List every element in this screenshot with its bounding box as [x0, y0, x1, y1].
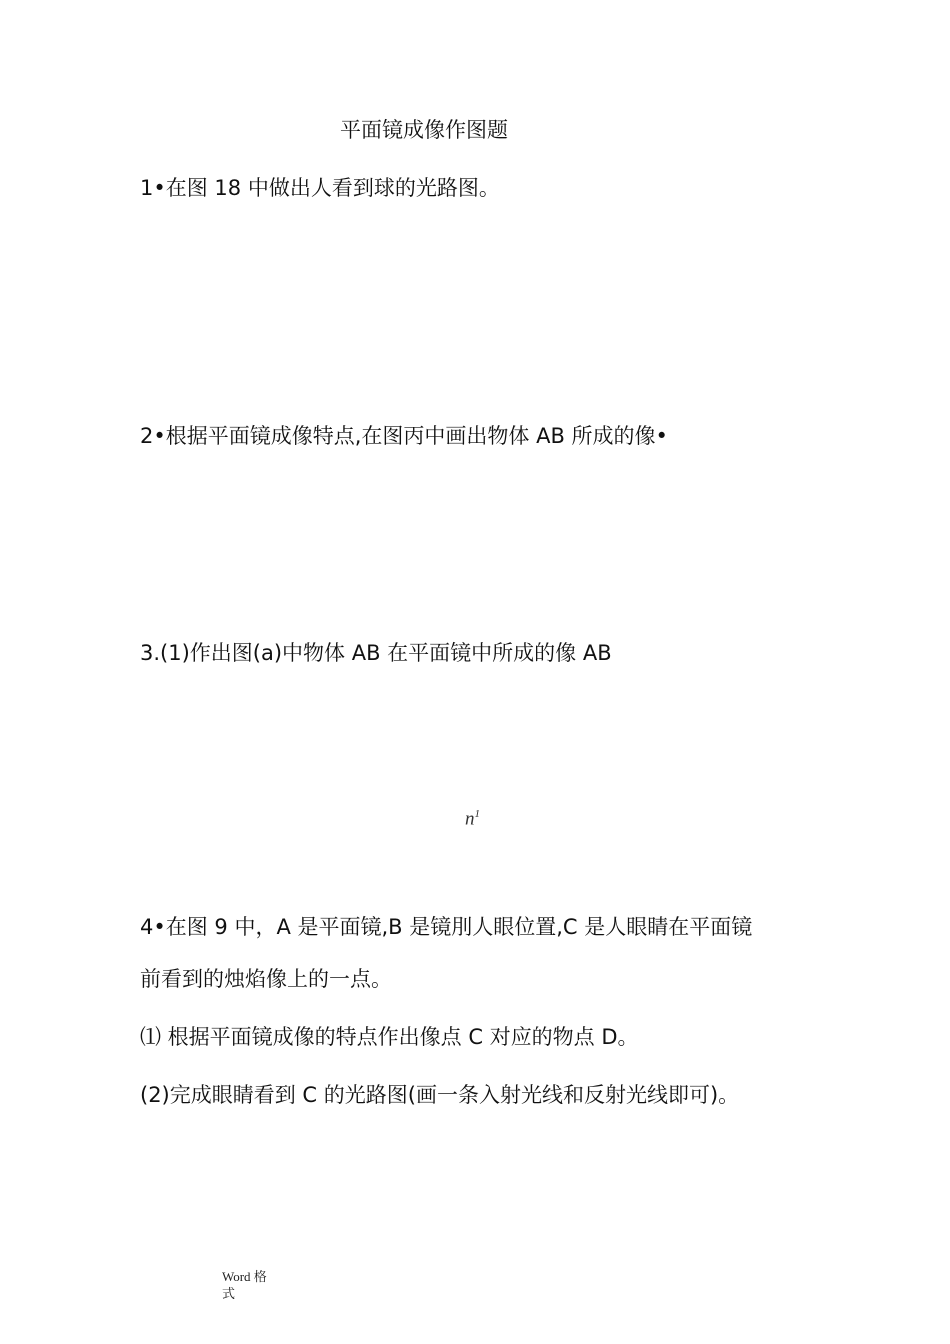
question-4-line-1: 4•在图 9 中，A 是平面镜,B 是镜刖人眼位置,C 是人眼睛在平面镜 [140, 915, 753, 939]
footer-watermark [222, 1268, 267, 1302]
question-3: 3.(1)作出图(a)中物体 AB 在平面镜中所成的像 AB [140, 641, 612, 665]
figure-label-base: n [465, 808, 475, 830]
footer-line-1: Word 格 [222, 1269, 267, 1284]
question-1: 1•在图 18 中做出人看到球的光路图。 [140, 176, 500, 200]
page-title: 平面镜成像作图题 [340, 118, 508, 142]
question-4-subitem-1: ⑴ 根据平面镜成像的特点作出像点 C 对应的物点 D。 [140, 1025, 639, 1049]
question-4-subitem-2: (2)完成眼睛看到 C 的光路图(画一条入射光线和反射光线即可)。 [140, 1083, 740, 1107]
footer-line-2: 式 [222, 1286, 236, 1301]
question-4-line-2: 前看到的烛焰像上的一点。 [140, 967, 392, 991]
question-2: 2•根据平面镜成像特点,在图丙中画出物体 AB 所成的像• [140, 424, 668, 448]
figure-label [465, 808, 480, 830]
figure-label-superscript: 1 [474, 808, 480, 820]
